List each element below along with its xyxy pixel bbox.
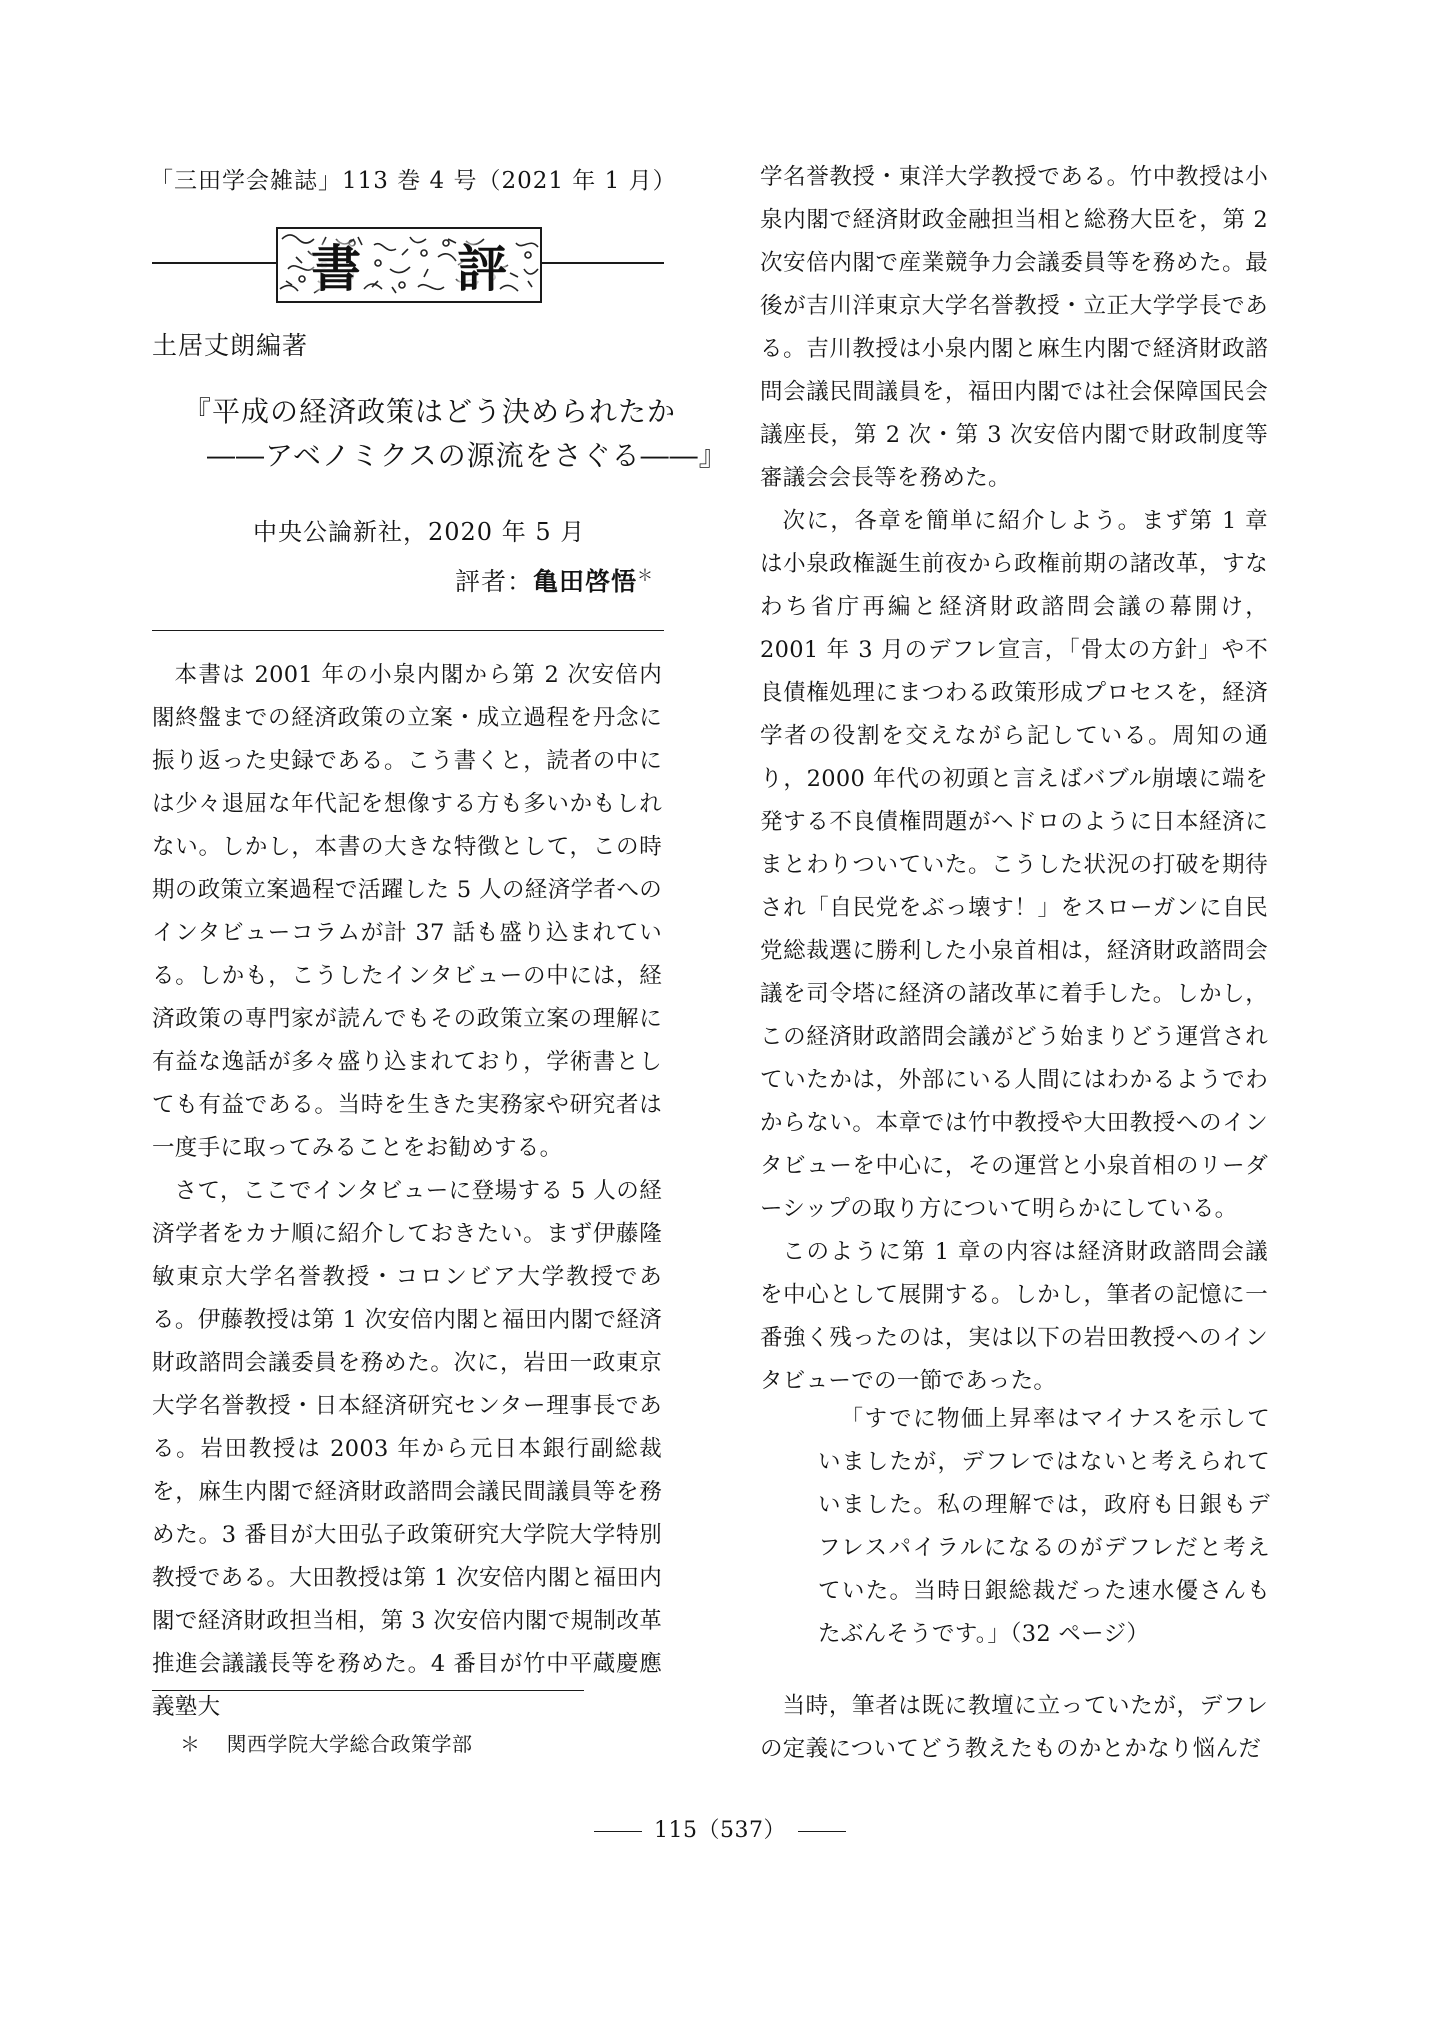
paragraph-3: 次に，各章を簡単に紹介しよう。まず第 1 章は小泉政権誕生前夜から政権前期の諸改革，すなわち省庁再編と経済財政諮問会議の幕開け，2001 年 3 月のデフレ宣言，「骨太の方針」や不良債権処理にまつわる政策形成プロセスを，経済学者の役割を交えながら記している。周知の通り，2000 年代の初頭と言えばバブル崩壊に端を発する不良債権問題がヘドロのように日本経済にまとわりついていた。こうした状況の打破を期待され「自民党をぶっ壊す！」をスローガンに自民党総裁選に勝利した小泉首相は，経済財政諮問会議を司令塔に経済の諸改革に着手した。しかし，この経済財政諮問会議がどう始まりどう運営されていたかは，外部にいる人間にはわかるようでわからない。本章では竹中教授や大田教授へのインタビューを中心に，その運営と小泉首相のリーダーシップの取り方について明らかにしている。 <box>760 508 1268 1222</box>
book-title-line1: 『平成の経済政策はどう決められたか <box>183 395 677 428</box>
quote-text: 「すでに物価上昇率はマイナスを示していましたが，デフレではないと考えられていました。私の理解では，政府も日銀もデフレスパイラルになるのがデフレだと考えていた。当時日銀総裁だった速水優さんもたぶんそうです。」（32 ページ） <box>818 1406 1270 1647</box>
footnote <box>180 1728 473 1757</box>
paragraph-4: このように第 1 章の内容は経済財政諮問会議を中心として展開する。しかし，筆者の記憶に一番強く残ったのは，実は以下の岩田教授へのインタビューでの一節であった。 <box>760 1239 1268 1394</box>
banner-rule-left <box>152 262 276 264</box>
reviewer-footnote-mark: ＊ <box>637 565 655 585</box>
right-column <box>760 156 1268 1403</box>
footnote-text: 関西学院大学総合政策学部 <box>226 1732 473 1756</box>
page-number <box>582 1813 858 1844</box>
paragraph-2: さて，ここでインタビューに登場する 5 人の経済学者をカナ順に紹介しておきたい。まず伊藤隆敏東京大学名誉教授・コロンビア大学教授である。伊藤教授は第 1 次安倍内閣と福田内閣で経済財政諮問会議委員を務めた。次に，岩田一政東京大学名誉教授・日本経済研究センター理事長である。岩田教授は 2003 年から元日本銀行副総裁を，麻生内閣で経済財政諮問会議民間議員等を務めた。3 番目が大田弘子政策研究大学院大学特別教授である。大田教授は第 1 次安倍内閣と福田内閣で経済財政担当相，第 3 次安倍内閣で規制改革推進会議議長等を務めた。4 番目が竹中平蔵慶應義塾大 <box>152 1178 662 1720</box>
footnote-rule <box>152 1690 584 1691</box>
page-number-text: 115（537） <box>654 1818 786 1843</box>
paragraph-5: 当時，筆者は既に教壇に立っていたが，デフレの定義についてどう教えたものかとかなり悩んだ <box>760 1693 1268 1762</box>
block-quote <box>818 1398 1270 1656</box>
paragraph-1: 本書は 2001 年の小泉内閣から第 2 次安倍内閣終盤までの経済政策の立案・成立過程を丹念に振り返った史録である。こう書くと，読者の中には少々退屈な年代記を想像する方も多いかもしれない。しかし，本書の大きな特徴として，この時期の政策立案過程で活躍した 5 人の経済学者へのインタビューコラムが計 37 話も盛り込まれている。しかも，こうしたインタビューの中には，経済政策の専門家が読んでもその政策立案の理解に有益な逸話が多々盛り込まれており，学術書としても有益である。当時を生きた実務家や研究者は一度手に取ってみることをお勧めする。 <box>152 662 662 1161</box>
banner-char-1: 書 <box>311 240 409 298</box>
reviewer-label: 評者： <box>455 567 534 596</box>
paragraph-5-block <box>760 1685 1268 1771</box>
page-number-dash-right <box>798 1831 846 1832</box>
reviewer <box>455 562 654 598</box>
left-column <box>152 654 662 1729</box>
banner-rule-right <box>538 262 664 264</box>
header-divider <box>152 630 664 631</box>
banner-title <box>278 229 555 301</box>
section-banner <box>276 227 555 303</box>
book-publisher: 中央公論新社，2020 年 5 月 <box>253 518 586 546</box>
banner-char-2: 評 <box>457 240 555 298</box>
book-author: 土居丈朗編著 <box>152 331 309 360</box>
paragraph-2-continued: 学名誉教授・東洋大学教授である。竹中教授は小泉内閣で経済財政金融担当相と総務大臣を，第 2 次安倍内閣で産業競争力会議委員等を務めた。最後が吉川洋東京大学名誉教授・立正大学学長である。吉川教授は小泉内閣と麻生内閣で経済財政諮問会議民間議員を，福田内閣では社会保障国民会議座長，第 2 次・第 3 次安倍内閣で財政制度等審議会会長等を務めた。 <box>760 164 1268 491</box>
journal-citation: 「三田学会雑誌」113 巻 4 号（2021 年 1 月） <box>150 168 677 194</box>
reviewer-name: 亀田啓悟 <box>533 567 638 596</box>
page-number-dash-left <box>594 1831 642 1832</box>
book-title-line2: ――アベノミクスの源流をさぐる――』 <box>207 439 728 472</box>
footnote-mark: ＊ <box>180 1732 201 1756</box>
